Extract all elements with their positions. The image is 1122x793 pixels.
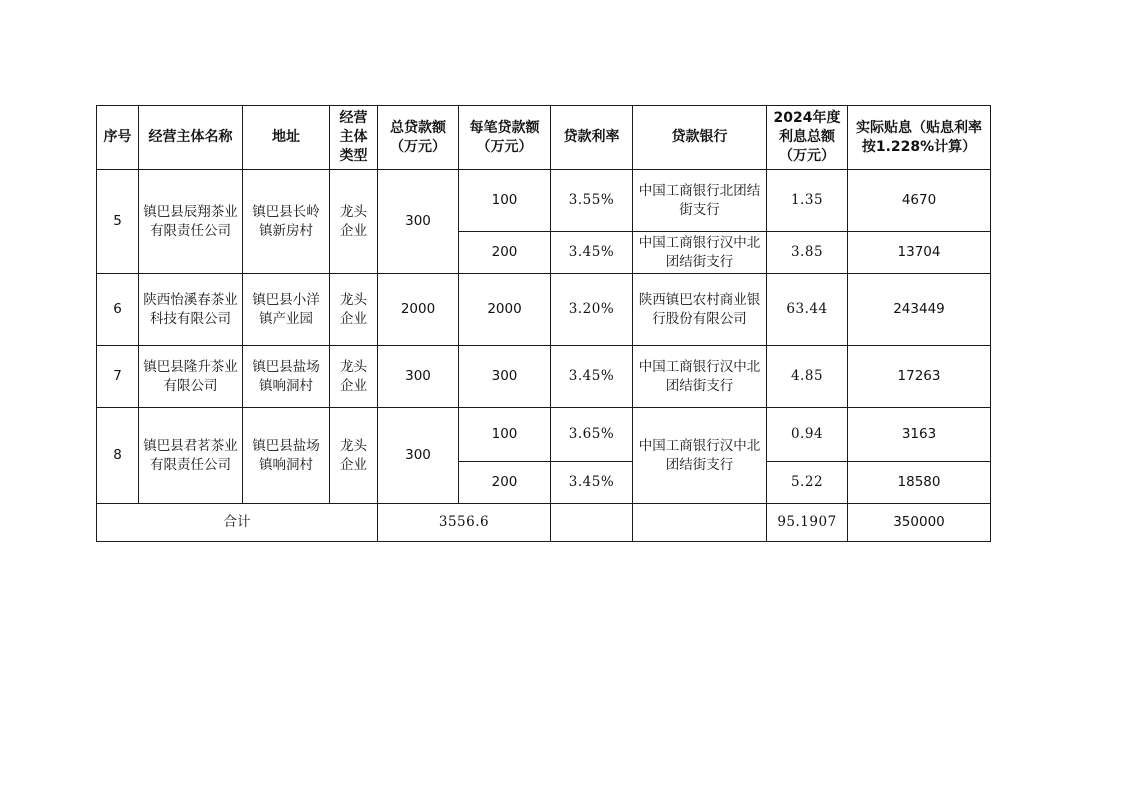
cell-type: 龙头企业 <box>330 170 378 274</box>
totals-subsidy: 350000 <box>848 504 991 542</box>
cell-subsidy: 17263 <box>848 346 991 408</box>
totals-row <box>97 504 991 542</box>
cell-bank: 中国工商银行汉中北团结街支行 <box>633 408 767 504</box>
header-interest-total: 2024年度利息总额（万元） <box>767 106 848 170</box>
cell-type: 龙头企业 <box>330 274 378 346</box>
cell-subsidy: 3163 <box>848 408 991 462</box>
cell-loan-amount: 200 <box>459 462 551 504</box>
table-row <box>97 170 991 232</box>
cell-address: 镇巴县小洋镇产业园 <box>243 274 330 346</box>
cell-interest: 5.22 <box>767 462 848 504</box>
table-row <box>97 408 991 462</box>
subsidy-table <box>96 105 991 542</box>
cell-seq: 5 <box>97 170 139 274</box>
cell-rate: 3.45% <box>551 462 633 504</box>
cell-rate: 3.20% <box>551 274 633 346</box>
header-bank: 贷款银行 <box>633 106 767 170</box>
cell-rate: 3.55% <box>551 170 633 232</box>
header-name: 经营主体名称 <box>139 106 243 170</box>
cell-bank: 中国工商银行汉中北团结街支行 <box>633 232 767 274</box>
totals-label: 合计 <box>97 504 378 542</box>
header-address: 地址 <box>243 106 330 170</box>
totals-empty-rate <box>551 504 633 542</box>
cell-name: 陕西怡溪春茶业科技有限公司 <box>139 274 243 346</box>
cell-loan-amount: 300 <box>459 346 551 408</box>
cell-interest: 63.44 <box>767 274 848 346</box>
cell-interest: 3.85 <box>767 232 848 274</box>
cell-total-loan: 2000 <box>378 274 459 346</box>
cell-seq: 6 <box>97 274 139 346</box>
cell-name: 镇巴县辰翔茶业有限责任公司 <box>139 170 243 274</box>
cell-loan-amount: 100 <box>459 170 551 232</box>
header-rate: 贷款利率 <box>551 106 633 170</box>
cell-address: 镇巴县长岭镇新房村 <box>243 170 330 274</box>
cell-interest: 0.94 <box>767 408 848 462</box>
cell-rate: 3.65% <box>551 408 633 462</box>
cell-type: 龙头企业 <box>330 408 378 504</box>
cell-subsidy: 18580 <box>848 462 991 504</box>
cell-seq: 8 <box>97 408 139 504</box>
cell-bank: 陕西镇巴农村商业银行股份有限公司 <box>633 274 767 346</box>
cell-seq: 7 <box>97 346 139 408</box>
header-per-loan: 每笔贷款额（万元） <box>459 106 551 170</box>
cell-interest: 4.85 <box>767 346 848 408</box>
cell-subsidy: 243449 <box>848 274 991 346</box>
cell-total-loan: 300 <box>378 346 459 408</box>
cell-loan-amount: 100 <box>459 408 551 462</box>
cell-type: 龙头企业 <box>330 346 378 408</box>
cell-total-loan: 300 <box>378 408 459 504</box>
header-total-loan: 总贷款额（万元） <box>378 106 459 170</box>
header-type: 经营主体类型 <box>330 106 378 170</box>
cell-bank: 中国工商银行北团结街支行 <box>633 170 767 232</box>
cell-subsidy: 4670 <box>848 170 991 232</box>
totals-loan: 3556.6 <box>378 504 551 542</box>
cell-loan-amount: 200 <box>459 232 551 274</box>
cell-bank: 中国工商银行汉中北团结街支行 <box>633 346 767 408</box>
table-row <box>97 346 991 408</box>
cell-loan-amount: 2000 <box>459 274 551 346</box>
cell-total-loan: 300 <box>378 170 459 274</box>
cell-name: 镇巴县君茗茶业有限责任公司 <box>139 408 243 504</box>
cell-interest: 1.35 <box>767 170 848 232</box>
header-subsidy: 实际贴息（贴息利率按1.228%计算） <box>848 106 991 170</box>
cell-address: 镇巴县盐场镇响洞村 <box>243 408 330 504</box>
header-seq: 序号 <box>97 106 139 170</box>
header-row <box>97 106 991 170</box>
cell-name: 镇巴县隆升茶业有限公司 <box>139 346 243 408</box>
cell-subsidy: 13704 <box>848 232 991 274</box>
cell-rate: 3.45% <box>551 232 633 274</box>
cell-rate: 3.45% <box>551 346 633 408</box>
totals-empty-bank <box>633 504 767 542</box>
table-row <box>97 274 991 346</box>
cell-address: 镇巴县盐场镇响洞村 <box>243 346 330 408</box>
totals-interest: 95.1907 <box>767 504 848 542</box>
